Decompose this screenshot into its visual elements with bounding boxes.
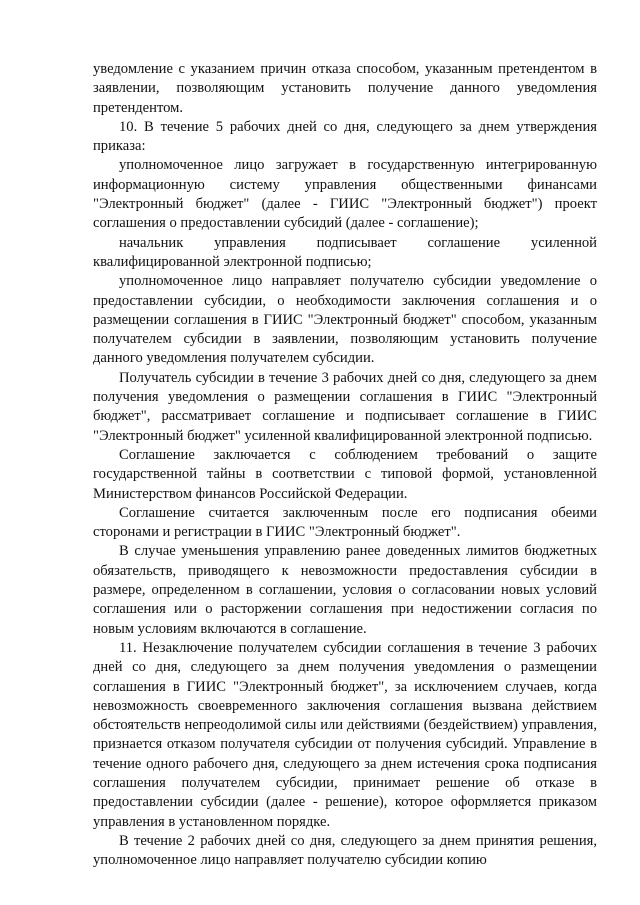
paragraph-concluded: Соглашение считается заключенным после его подписания обеими сторонами и регистрации в ГИИС "Электронный бюджет". bbox=[93, 504, 597, 541]
paragraph-limits-reduction: В случае уменьшения управлению ранее доведенных лимитов бюджетных обязательств, приводящего к невозможности предоставления субсидии в размере, определенном в соглашении, условия о согласовании новых условий соглашения или о расторжении соглашения при недостижении согласия по новым условиям включаются в соглашение. bbox=[93, 543, 597, 637]
paragraph-head-signs: начальник управления подписывает соглашение усиленной квалифицированной электронной подписью; bbox=[93, 234, 597, 270]
paragraph-recipient-signs: Получатель субсидии в течение 3 рабочих дней со дня, следующего за днем получения уведомления о размещении соглашения в ГИИС "Электронный бюджет", рассматривает соглашение и подписывает соглашение в ГИИС "Электронный бюджет" усиленной квалифицированной электронной подписью. bbox=[93, 369, 597, 444]
paragraph-continuation: уведомление с указанием причин отказа способом, указанным претендентом в заявлении, позволяющим установить получение данного уведомления претендентом. bbox=[93, 61, 597, 116]
paragraph-upload-draft: уполномоченное лицо загружает в государственную интегрированную информационную систему управления общественными финансами "Электронный бюджет" (далее - ГИИС "Электронный бюджет") проект соглашения о предоставлении субсидий (далее - соглашение); bbox=[93, 157, 597, 232]
paragraph-state-secret: Соглашение заключается с соблюдением требований о защите государственной тайны в соответствии с типовой формой, установленной Министерством финансов Российской Федерации. bbox=[93, 446, 597, 502]
paragraph-item-10: 10. В течение 5 рабочих дней со дня, следующего за днем утверждения приказа: bbox=[93, 118, 597, 155]
paragraph-decision-copy: В течение 2 рабочих дней со дня, следующего за днем принятия решения, уполномоченное лицо направляет получателю субсидии копию bbox=[93, 832, 597, 869]
paragraph-send-notice: уполномоченное лицо направляет получателю субсидии уведомление о предоставлении субсидии, о необходимости заключения соглашения и о размещении соглашения в ГИИС "Электронный бюджет" способом, указанным получателем субсидии в заявлении, позволяющим установить получение данного уведомления получателем субсидии. bbox=[93, 273, 597, 367]
paragraph-item-11: 11. Незаключение получателем субсидии соглашения в течение 3 рабочих дней со дня, следующего за днем получения уведомления о размещении соглашения в ГИИС "Электронный бюджет", за исключением случаев, когда невозможность своевременного заключения соглашения вызвана действием обстоятельств непреодолимой силы или действиями (бездействием) управления, признается отказом получателя субсидии от получения субсидий. Управление в течение одного рабочего дня, следующего за днем истечения срока подписания соглашения получателем субсидии, принимает решение об отказе в предоставлении субсидии (далее - решение), которое оформляется приказом управления в установленном порядке. bbox=[93, 639, 597, 830]
